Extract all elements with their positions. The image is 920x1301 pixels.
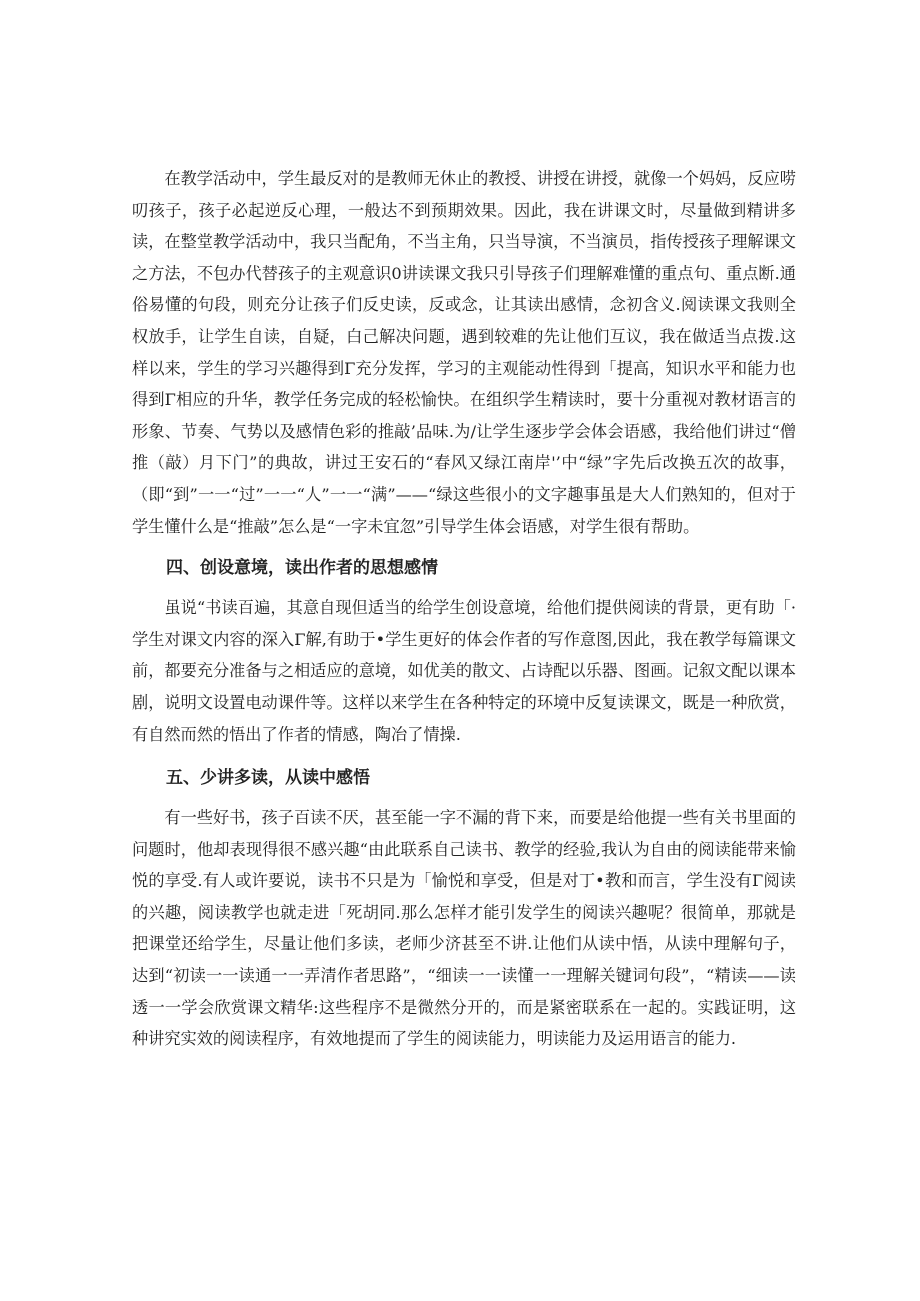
paragraph-read-more: 有一些好书，孩子百读不厌，甚至能一字不漏的背下来，而要是给他提一些有关书里面的问题时，他却表现得很不感兴趣“由此联系自己读书、教学的经验,我认为自由的阅读能带来愉悦的享受.有人或许要说，读书不只是为「愉悦和享受，但是对丁•教和而言，学生没有Γ阅读的兴趣，阅读教学也就走进「死胡同.那么怎样才能引发学生的阅读兴趣呢？很简单，那就是把课堂还给学生，尽量让他们多读，老师少济甚至不讲.让他们从读中悟，从读中理解句子，达到“初读一一读通一一弄清作者思路”，“细读一一读懂一一理解关键词句段”，“精读——读透一一学会欣赏课文精华:这些程序不是微然分开的，而是紧密联系在一起的。实践证明，这种讲究实效的阅读程序，有效地提而了学生的阅读能力，明读能力及运用语言的能力. xyxy=(132,808,796,1049)
paragraph-create-context: 虽说“书读百遍，其意自现但适当的给学生创设意境，给他们提供阅读的背景，更有助「·学生对课文内容的深入Γ解,有助于•学生更好的体会作者的写作意图,因此，我在教学每篇课文前，都要充分准备与之相适应的意境，如优美的散文、占诗配以乐器、图画。记叙文配以课本剧，说明文设置电动课件等。这样以来学生在各种特定的环境中反复读课文，既是一种欣赏，有自然而然的悟出了作者的情感，陶冶了情操. xyxy=(132,598,796,744)
document-body xyxy=(132,163,796,1055)
section-heading-5: 五、少讲多读，从读中感悟 xyxy=(166,768,370,789)
paragraph-intensive-reading: 在教学活动中，学生最反对的是教师无休止的教授、讲授在讲授，就像一个妈妈，反应唠叨孩子，孩子必起逆反心理，一般达不到预期效果。因此，我在讲课文时，尽量做到精讲多读，在整堂教学活动中，我只当配角，不当主角，只当导演，不当演员，指传授孩子理解课文之方法，不包办代替孩子的主观意识0讲读课文我只引导孩子们理解难懂的重点句、重点断.通俗易懂的句段，则充分让孩子们反史读，反或念，让其读出感情，念初含义.阅读课文我则全权放手，让学生自读，自疑，白己解决问题，遇到较难的先让他们互议，我在做适当点拨.这样以来，学生的学习兴趣得到Γ充分发挥，学习的主观能动性得到「提高，知识水平和能力也得到Γ相应的升华，教学任务完成的轻松愉快。在组织学生精读时，要十分重视对教材语言的形象、节奏、气势以及感情色彩的推敲’品味.为/让学生逐步学会体会语感，我给他们讲过“僧推（敲）月下门”的典故，讲过王安石的“春风又绿江南岸'’中“绿”字先后改换五次的故事，（即“到”一一“过”一一“人”一一“满”——“绿这些很小的文字趣事虽是大人们熟知的，但对于学生懂什么是“推敲”怎么是“一字未宜忽”引导学生体会语感，对学生很有帮助。 xyxy=(132,169,796,536)
section-heading-4: 四、创设意境，读出作者的思想感情 xyxy=(166,558,438,579)
